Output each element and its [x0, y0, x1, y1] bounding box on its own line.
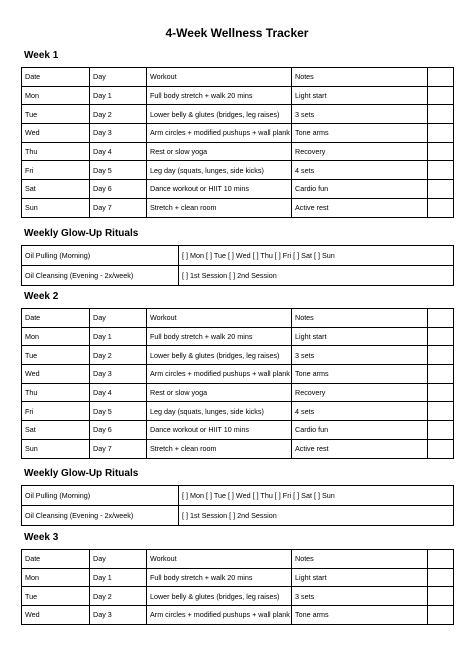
workout-cell: Stretch + clean room [147, 439, 292, 458]
date-cell: Wed [22, 124, 90, 143]
notes-cell: Recovery [292, 142, 428, 161]
column-header-workout: Workout [147, 68, 292, 87]
date-cell: Tue [22, 587, 90, 606]
day-cell: Day 2 [90, 105, 147, 124]
workout-cell: Stretch + clean room [147, 198, 292, 217]
day-cell: Day 5 [90, 161, 147, 180]
table-row [22, 266, 454, 286]
workout-cell: Arm circles + modified pushups + wall plank [147, 365, 292, 384]
notes-cell: Tone arms [292, 606, 428, 625]
day-cell: Day 1 [90, 568, 147, 587]
table-row [22, 402, 454, 421]
check-cell[interactable] [428, 383, 454, 402]
column-header-day: Day [90, 309, 147, 328]
notes-cell: Light start [292, 327, 428, 346]
table-row [22, 365, 454, 384]
check-cell[interactable] [428, 587, 454, 606]
workout-cell: Leg day (squats, lunges, side kicks) [147, 161, 292, 180]
notes-cell: 3 sets [292, 587, 428, 606]
week-3-heading: Week 3 [24, 532, 59, 543]
table-row [22, 568, 454, 587]
ritual-checkboxes-cell[interactable]: [ ] Mon [ ] Tue [ ] Wed [ ] Thu [ ] Fri [ ] Sat [ ] Sun [179, 486, 454, 506]
day-cell: Day 4 [90, 383, 147, 402]
notes-cell: Tone arms [292, 365, 428, 384]
check-cell[interactable] [428, 327, 454, 346]
notes-cell: Recovery [292, 383, 428, 402]
check-cell[interactable] [428, 365, 454, 384]
workout-cell: Dance workout or HIIT 10 mins [147, 421, 292, 440]
date-cell: Sun [22, 198, 90, 217]
day-cell: Day 3 [90, 606, 147, 625]
column-header-check[interactable] [428, 309, 454, 328]
workout-cell: Dance workout or HIIT 10 mins [147, 180, 292, 199]
date-cell: Fri [22, 402, 90, 421]
column-header-day: Day [90, 550, 147, 569]
check-cell[interactable] [428, 439, 454, 458]
table-row [22, 606, 454, 625]
date-cell: Tue [22, 105, 90, 124]
rituals-2-table [21, 485, 454, 526]
column-header-check[interactable] [428, 68, 454, 87]
day-cell: Day 3 [90, 124, 147, 143]
check-cell[interactable] [428, 568, 454, 587]
rituals-2-heading: Weekly Glow-Up Rituals [24, 468, 139, 479]
workout-cell: Lower belly & glutes (bridges, leg raises) [147, 346, 292, 365]
column-header-workout: Workout [147, 309, 292, 328]
ritual-checkboxes-cell[interactable]: [ ] 1st Session [ ] 2nd Session [179, 506, 454, 526]
column-header-workout: Workout [147, 550, 292, 569]
notes-cell: 3 sets [292, 105, 428, 124]
notes-cell: Cardio fun [292, 180, 428, 199]
notes-cell: Light start [292, 568, 428, 587]
table-row [22, 439, 454, 458]
workout-cell: Lower belly & glutes (bridges, leg raises) [147, 105, 292, 124]
table-row [22, 246, 454, 266]
notes-cell: Active rest [292, 198, 428, 217]
notes-cell: 4 sets [292, 161, 428, 180]
week-1-heading: Week 1 [24, 50, 59, 61]
day-cell: Day 2 [90, 587, 147, 606]
date-cell: Wed [22, 365, 90, 384]
check-cell[interactable] [428, 421, 454, 440]
day-cell: Day 5 [90, 402, 147, 421]
workout-cell: Arm circles + modified pushups + wall plank [147, 606, 292, 625]
check-cell[interactable] [428, 198, 454, 217]
table-header-row [22, 68, 454, 87]
table-header-row [22, 550, 454, 569]
column-header-date: Date [22, 550, 90, 569]
week-2-heading: Week 2 [24, 291, 59, 302]
date-cell: Mon [22, 327, 90, 346]
table-row [22, 383, 454, 402]
date-cell: Tue [22, 346, 90, 365]
check-cell[interactable] [428, 161, 454, 180]
rituals-1-table [21, 245, 454, 286]
notes-cell: 4 sets [292, 402, 428, 421]
ritual-name-cell: Oil Cleansing (Evening - 2x/week) [22, 266, 179, 286]
workout-cell: Rest or slow yoga [147, 142, 292, 161]
workout-cell: Full body stretch + walk 20 mins [147, 86, 292, 105]
column-header-notes: Notes [292, 68, 428, 87]
date-cell: Fri [22, 161, 90, 180]
column-header-date: Date [22, 68, 90, 87]
day-cell: Day 2 [90, 346, 147, 365]
date-cell: Thu [22, 383, 90, 402]
column-header-day: Day [90, 68, 147, 87]
ritual-checkboxes-cell[interactable]: [ ] 1st Session [ ] 2nd Session [179, 266, 454, 286]
day-cell: Day 7 [90, 198, 147, 217]
day-cell: Day 3 [90, 365, 147, 384]
table-row [22, 198, 454, 217]
table-row [22, 587, 454, 606]
notes-cell: 3 sets [292, 346, 428, 365]
notes-cell: Active rest [292, 439, 428, 458]
table-row [22, 105, 454, 124]
table-row [22, 142, 454, 161]
date-cell: Sat [22, 180, 90, 199]
page-title: 4-Week Wellness Tracker [165, 26, 309, 40]
date-cell: Wed [22, 606, 90, 625]
check-cell[interactable] [428, 86, 454, 105]
table-row [22, 124, 454, 143]
table-header-row [22, 309, 454, 328]
check-cell[interactable] [428, 402, 454, 421]
ritual-name-cell: Oil Pulling (Morning) [22, 246, 179, 266]
table-row [22, 346, 454, 365]
workout-cell: Full body stretch + walk 20 mins [147, 568, 292, 587]
date-cell: Sat [22, 421, 90, 440]
check-cell[interactable] [428, 124, 454, 143]
column-header-check[interactable] [428, 550, 454, 569]
day-cell: Day 6 [90, 180, 147, 199]
table-row [22, 327, 454, 346]
check-cell[interactable] [428, 142, 454, 161]
column-header-notes: Notes [292, 309, 428, 328]
table-row [22, 180, 454, 199]
check-cell[interactable] [428, 180, 454, 199]
day-cell: Day 1 [90, 327, 147, 346]
column-header-date: Date [22, 309, 90, 328]
rituals-1-heading: Weekly Glow-Up Rituals [24, 228, 139, 239]
workout-cell: Arm circles + modified pushups + wall plank [147, 124, 292, 143]
date-cell: Sun [22, 439, 90, 458]
day-cell: Day 4 [90, 142, 147, 161]
table-row [22, 86, 454, 105]
check-cell[interactable] [428, 606, 454, 625]
workout-cell: Rest or slow yoga [147, 383, 292, 402]
date-cell: Mon [22, 86, 90, 105]
notes-cell: Cardio fun [292, 421, 428, 440]
date-cell: Mon [22, 568, 90, 587]
week-1-table [21, 67, 454, 218]
workout-cell: Lower belly & glutes (bridges, leg raises) [147, 587, 292, 606]
day-cell: Day 6 [90, 421, 147, 440]
notes-cell: Light start [292, 86, 428, 105]
week-2-table [21, 308, 454, 459]
column-header-notes: Notes [292, 550, 428, 569]
notes-cell: Tone arms [292, 124, 428, 143]
ritual-checkboxes-cell[interactable]: [ ] Mon [ ] Tue [ ] Wed [ ] Thu [ ] Fri [ ] Sat [ ] Sun [179, 246, 454, 266]
check-cell[interactable] [428, 346, 454, 365]
table-row [22, 161, 454, 180]
ritual-name-cell: Oil Pulling (Morning) [22, 486, 179, 506]
workout-cell: Full body stretch + walk 20 mins [147, 327, 292, 346]
workout-cell: Leg day (squats, lunges, side kicks) [147, 402, 292, 421]
day-cell: Day 1 [90, 86, 147, 105]
table-row [22, 486, 454, 506]
day-cell: Day 7 [90, 439, 147, 458]
table-row [22, 421, 454, 440]
check-cell[interactable] [428, 105, 454, 124]
table-row [22, 506, 454, 526]
ritual-name-cell: Oil Cleansing (Evening - 2x/week) [22, 506, 179, 526]
date-cell: Thu [22, 142, 90, 161]
week-3-table [21, 549, 454, 625]
